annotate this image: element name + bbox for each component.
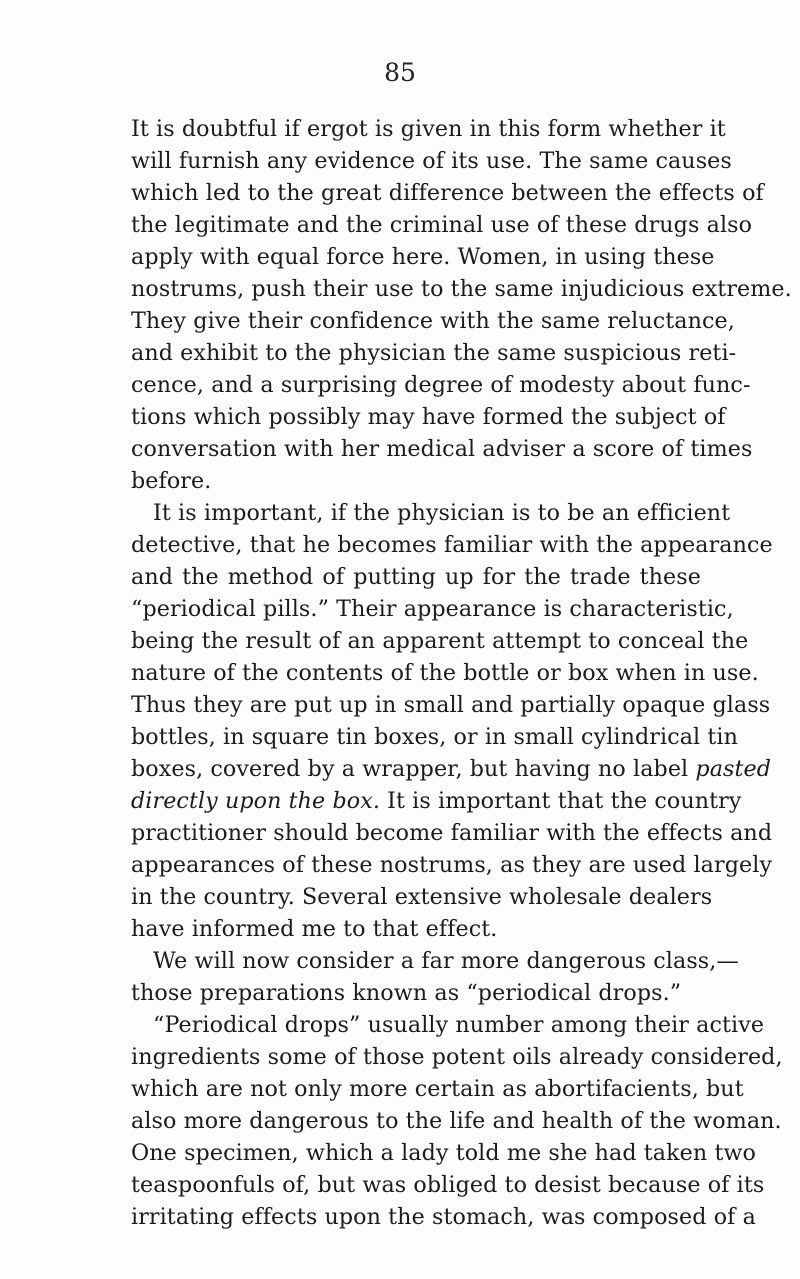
text-line — [131, 913, 701, 945]
text-line — [131, 785, 742, 817]
text-line — [131, 657, 759, 689]
line-text: teaspoonfuls of, but was obliged to desist because of its — [131, 1172, 765, 1198]
line-text: ingredients some of those potent oils already considered, — [131, 1044, 783, 1070]
line-text: which are not only more certain as abortifacients, but — [131, 1076, 744, 1102]
line-text: irritating effects upon the stomach, was composed of a — [131, 1204, 756, 1230]
line-text: also more dangerous to the life and health of the woman. — [131, 1108, 782, 1134]
line-text: Thus they are put up in small and partially opaque glass — [131, 692, 771, 718]
line-text: cence, and a surprising degree of modesty about func- — [131, 372, 751, 398]
text-line — [131, 1105, 782, 1137]
line-text: It is doubtful if ergot is given in this form whether it — [131, 116, 726, 142]
text-line — [131, 337, 737, 369]
line-text: practitioner should become familiar with the effects and — [131, 820, 773, 846]
line-text: in the country. Several extensive wholesale dealers — [131, 884, 713, 910]
text-line — [131, 369, 751, 401]
italic-text: pasted — [695, 756, 772, 782]
text-line — [131, 433, 753, 465]
text-line — [131, 145, 732, 177]
italic-text: directly upon the box. — [131, 788, 380, 814]
line-text: which led to the great difference between the effects of — [131, 180, 764, 206]
line-text: apply with equal force here. Women, in using these — [131, 244, 715, 270]
line-text: We will now consider a far more dangerous class,— — [153, 948, 739, 974]
line-text: They give their confidence with the same reluctance, — [131, 308, 735, 334]
text-line — [131, 401, 726, 433]
line-text: One specimen, which a lady told me she had taken two — [131, 1140, 757, 1166]
line-text: “Periodical drops” usually number among their active — [153, 1012, 765, 1038]
line-text: It is important, if the physician is to be an efficient — [153, 500, 731, 526]
line-text: bottles, in square tin boxes, or in small cylindrical tin — [131, 724, 739, 750]
text-line — [131, 849, 773, 881]
line-text: conversation with her medical adviser a score of times — [131, 436, 753, 462]
line-text: before. — [131, 468, 212, 494]
line-text: have informed me to that effect. — [131, 916, 498, 942]
text-line — [131, 529, 773, 561]
text-line — [131, 753, 772, 785]
text-line — [131, 497, 731, 529]
text-line — [131, 561, 701, 593]
line-text: and the method of putting up for the trade these — [131, 564, 701, 590]
page-number: 85 — [384, 58, 416, 87]
text-line — [131, 625, 749, 657]
text-line — [131, 177, 764, 209]
line-text: being the result of an apparent attempt to conceal the — [131, 628, 749, 654]
line-text: nature of the contents of the bottle or box when in use. — [131, 660, 759, 686]
text-line — [131, 1073, 744, 1105]
line-text: boxes, covered by a wrapper, but having no label — [131, 756, 689, 782]
line-text: detective, that he becomes familiar with the appearance — [131, 532, 773, 558]
text-line — [131, 1009, 765, 1041]
text-line — [131, 945, 739, 977]
line-text: It is important that the country — [379, 788, 742, 814]
line-text: will furnish any evidence of its use. The same causes — [131, 148, 732, 174]
line-text: “periodical pills.” Their appearance is characteristic, — [131, 596, 734, 622]
text-line — [131, 305, 735, 337]
text-line — [131, 1041, 783, 1073]
text-line — [131, 113, 726, 145]
text-line — [131, 881, 713, 913]
body-text — [131, 113, 792, 1233]
text-line — [131, 1201, 756, 1233]
text-line — [131, 689, 771, 721]
text-line — [131, 593, 734, 625]
line-text: those preparations known as “periodical drops.” — [131, 980, 682, 1006]
line-text: the legitimate and the criminal use of these drugs also — [131, 212, 753, 238]
text-line — [131, 241, 715, 273]
text-line — [131, 977, 701, 1009]
line-text: tions which possibly may have formed the subject of — [131, 404, 726, 430]
text-line — [131, 465, 701, 497]
text-line — [131, 1169, 765, 1201]
text-line — [131, 209, 753, 241]
line-text: appearances of these nostrums, as they are used largely — [131, 852, 773, 878]
text-line — [131, 817, 773, 849]
line-text: and exhibit to the physician the same suspicious reti- — [131, 340, 737, 366]
text-line — [131, 1137, 757, 1169]
text-line — [131, 721, 739, 753]
line-text: nostrums, push their use to the same injudicious extreme. — [131, 276, 792, 302]
text-line — [131, 273, 792, 305]
